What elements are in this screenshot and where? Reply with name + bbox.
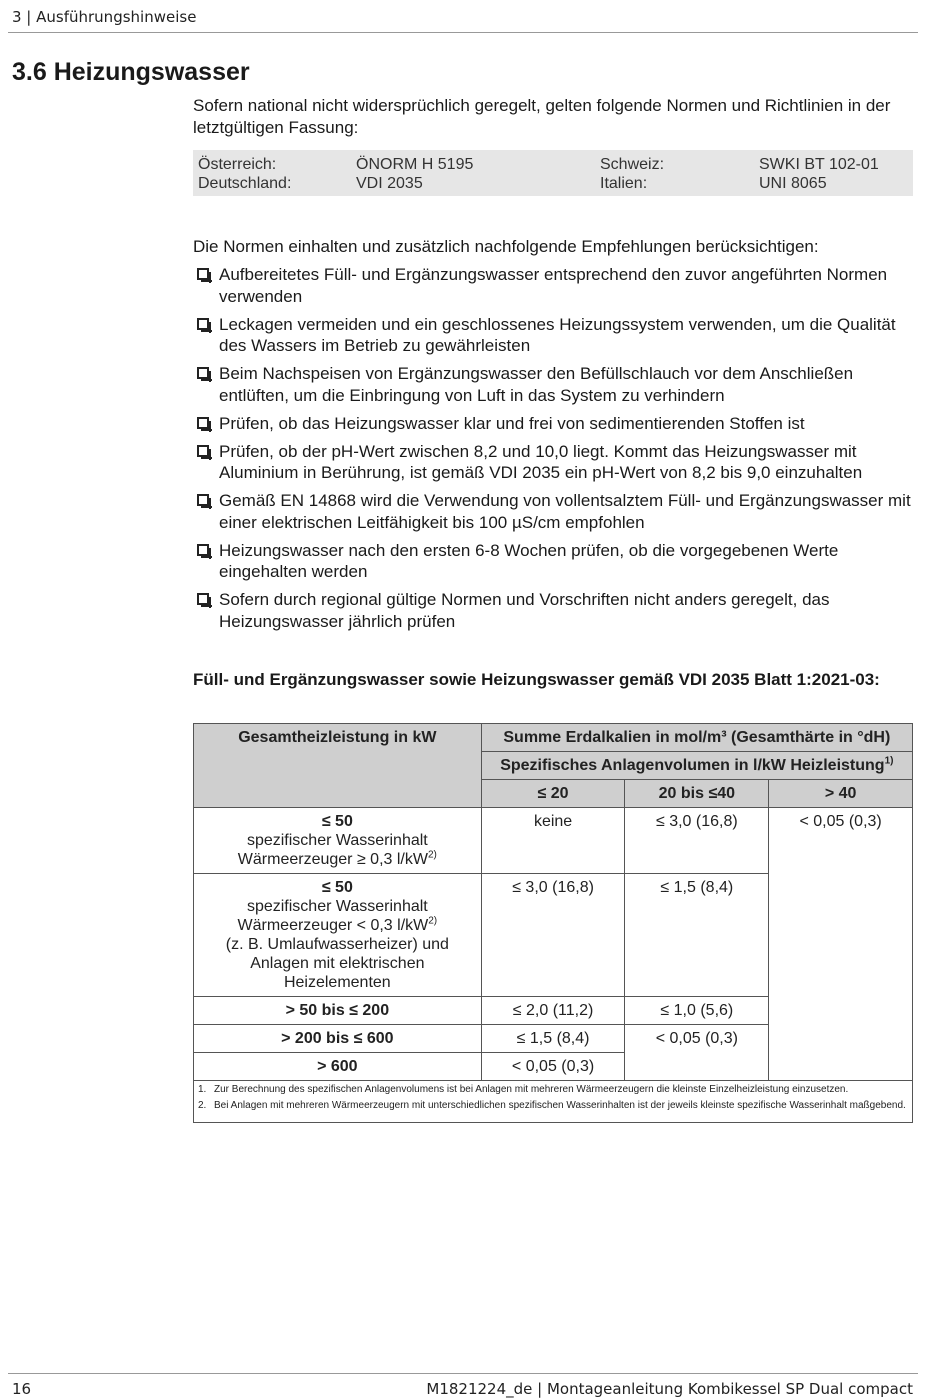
table-cell: ≤ 1,5 (8,4) xyxy=(481,1025,625,1053)
norm-country-germany: Deutschland: xyxy=(198,175,292,192)
row-label-text: Wärmeerzeuger ≥ 0,3 l/kW xyxy=(237,851,428,868)
table-cell: keine xyxy=(481,808,625,874)
footnote-ref: 2) xyxy=(428,915,438,927)
table-cell: < 0,05 (0,3) xyxy=(481,1053,625,1081)
checkbox-bullet-icon xyxy=(197,417,209,429)
running-header: 3 | Ausführungshinweise xyxy=(12,8,197,26)
group-header-alkaline-earth: Summe Erdalkalien in mol/m³ (Gesamthärte in °dH) xyxy=(481,724,912,752)
list-item xyxy=(193,363,913,406)
intro-paragraph: Sofern national nicht widersprüchlich geregelt, gelten folgende Normen und Richtlinien in der letztgültigen Fassung: xyxy=(193,96,891,137)
sub-header-text: Spezifisches Anlagenvolumen in l/kW Heizleistung xyxy=(500,757,885,774)
column-header-gt-40: > 40 xyxy=(769,780,913,808)
footer-divider xyxy=(8,1373,918,1374)
recommendations-list xyxy=(193,264,913,639)
footnote-number: 1. xyxy=(198,1084,207,1095)
row-label-value: ≤ 50 xyxy=(321,879,353,896)
row-label: > 200 bis ≤ 600 xyxy=(194,1025,482,1053)
norm-country-italy: Italien: xyxy=(600,175,648,192)
table-title: Füll- und Ergänzungswasser sowie Heizungswasser gemäß VDI 2035 Blatt 1:2021-03: xyxy=(193,670,880,689)
column-header-le-20: ≤ 20 xyxy=(481,780,625,808)
list-item xyxy=(193,441,913,484)
checkbox-bullet-icon xyxy=(197,268,209,280)
table-cell-merged: < 0,05 (0,3) xyxy=(625,1025,769,1081)
table-header-row xyxy=(194,724,913,752)
list-item-text: Heizungswasser nach den ersten 6-8 Wochen prüfen, ob die vorgegebenen Werte eingehalten werden xyxy=(219,540,839,581)
table-notes-row xyxy=(194,1081,913,1123)
list-item xyxy=(193,490,913,533)
norm-country-switzerland: Schweiz: xyxy=(600,156,665,173)
row-label-line: (z. B. Umlaufwasserheizer) und xyxy=(225,936,449,953)
recommendations-lead: Die Normen einhalten und zusätzlich nachfolgende Empfehlungen berücksichtigen: xyxy=(193,237,819,256)
table-cell: ≤ 2,0 (11,2) xyxy=(481,997,625,1025)
row-label-line xyxy=(200,850,475,869)
section-title: 3.6 Heizungswasser xyxy=(12,58,250,86)
list-item-text: Gemäß EN 14868 wird die Verwendung von vollentsalztem Füll- und Ergänzungswasser mit einer elektrischen Leitfähigkeit bis 100 µS/cm empfohlen xyxy=(219,491,911,532)
checkbox-bullet-icon xyxy=(197,544,209,556)
column-header-heating-power: Gesamtheizleistung in kW xyxy=(194,724,482,808)
header-divider xyxy=(8,32,918,33)
row-label-line: spezifischer Wasserinhalt xyxy=(246,832,428,849)
list-item-text: Leckagen vermeiden und ein geschlossenes Heizungssystem verwenden, um die Qualität des Wassers im Betrieb zu gewährleisten xyxy=(219,314,896,355)
row-label xyxy=(194,808,482,874)
document-reference: M1821224_de | Montageanleitung Kombikessel SP Dual compact xyxy=(426,1380,913,1398)
checkbox-bullet-icon xyxy=(197,593,209,605)
checkbox-bullet-icon xyxy=(197,367,209,379)
checkbox-bullet-icon xyxy=(197,445,209,457)
list-item-text: Prüfen, ob das Heizungswasser klar und frei von sedimentierenden Stoffen ist xyxy=(219,413,805,433)
checkbox-bullet-icon xyxy=(197,318,209,330)
table-cell: ≤ 3,0 (16,8) xyxy=(625,808,769,874)
row-label-line: spezifischer Wasserinhalt xyxy=(246,898,428,915)
footnote-text: Bei Anlagen mit mehreren Wärmeerzeugern mit unterschiedlichen spezifischen Wasserinhalten ist der jeweils kleinste spezifische Wasserinhalt maßgebend. xyxy=(214,1100,906,1111)
page-number: 16 xyxy=(12,1380,32,1398)
row-label-line xyxy=(200,916,475,935)
norm-standard-austria: ÖNORM H 5195 xyxy=(356,156,474,173)
norm-standard-switzerland: SWKI BT 102-01 xyxy=(759,156,879,173)
list-item xyxy=(193,589,913,632)
footnote xyxy=(198,1100,908,1112)
list-item xyxy=(193,413,913,435)
list-item-text: Beim Nachspeisen von Ergänzungswasser den Befüllschlauch vor dem Anschließen entlüften, um die Einbringung von Luft in das System zu verhindern xyxy=(219,364,854,405)
list-item-text: Aufbereitetes Füll- und Ergänzungswasser entsprechend den zuvor angeführten Normen verwenden xyxy=(219,265,888,306)
row-label-line: Anlagen mit elektrischen xyxy=(250,955,425,972)
footnote xyxy=(198,1084,908,1096)
row-label: > 600 xyxy=(194,1053,482,1081)
row-label-value: ≤ 50 xyxy=(321,813,353,830)
table-cell-merged: < 0,05 (0,3) xyxy=(769,808,913,1081)
norm-country-austria: Österreich: xyxy=(198,156,277,173)
footnote-ref: 1) xyxy=(884,755,894,767)
column-header-20-40: 20 bis ≤40 xyxy=(625,780,769,808)
list-item xyxy=(193,540,913,583)
list-item xyxy=(193,264,913,307)
footnote-number: 2. xyxy=(198,1100,207,1111)
table-row xyxy=(194,808,913,874)
list-item-text: Sofern durch regional gültige Normen und Vorschriften nicht anders geregelt, das Heizungswasser jährlich prüfen xyxy=(219,590,830,631)
checkbox-bullet-icon xyxy=(197,494,209,506)
table-cell: ≤ 1,0 (5,6) xyxy=(625,997,769,1025)
table-footnotes xyxy=(194,1081,913,1123)
sub-header-system-volume xyxy=(481,752,912,780)
row-label-line: Heizelementen xyxy=(283,974,391,991)
list-item xyxy=(193,314,913,357)
row-label xyxy=(194,874,482,997)
norm-standard-germany: VDI 2035 xyxy=(356,175,423,192)
norm-standard-italy: UNI 8065 xyxy=(759,175,827,192)
footnote-ref: 2) xyxy=(427,849,437,861)
footnote-text: Zur Berechnung des spezifischen Anlagenvolumens ist bei Anlagen mit mehreren Wärmeerzeugern die kleinste Einzelheizleistung einzusetzen. xyxy=(214,1084,849,1095)
row-label: > 50 bis ≤ 200 xyxy=(194,997,482,1025)
table-cell: ≤ 3,0 (16,8) xyxy=(481,874,625,997)
row-label-text: Wärmeerzeuger < 0,3 l/kW xyxy=(237,917,429,934)
table-cell: ≤ 1,5 (8,4) xyxy=(625,874,769,997)
list-item-text: Prüfen, ob der pH-Wert zwischen 8,2 und 10,0 liegt. Kommt das Heizungswasser mit Aluminium in Berührung, ist gemäß VDI 2035 ein pH-Wert von 8,2 bis 9,0 einzuhalten xyxy=(219,441,863,482)
water-quality-table xyxy=(193,723,913,1123)
norms-box xyxy=(193,150,913,196)
